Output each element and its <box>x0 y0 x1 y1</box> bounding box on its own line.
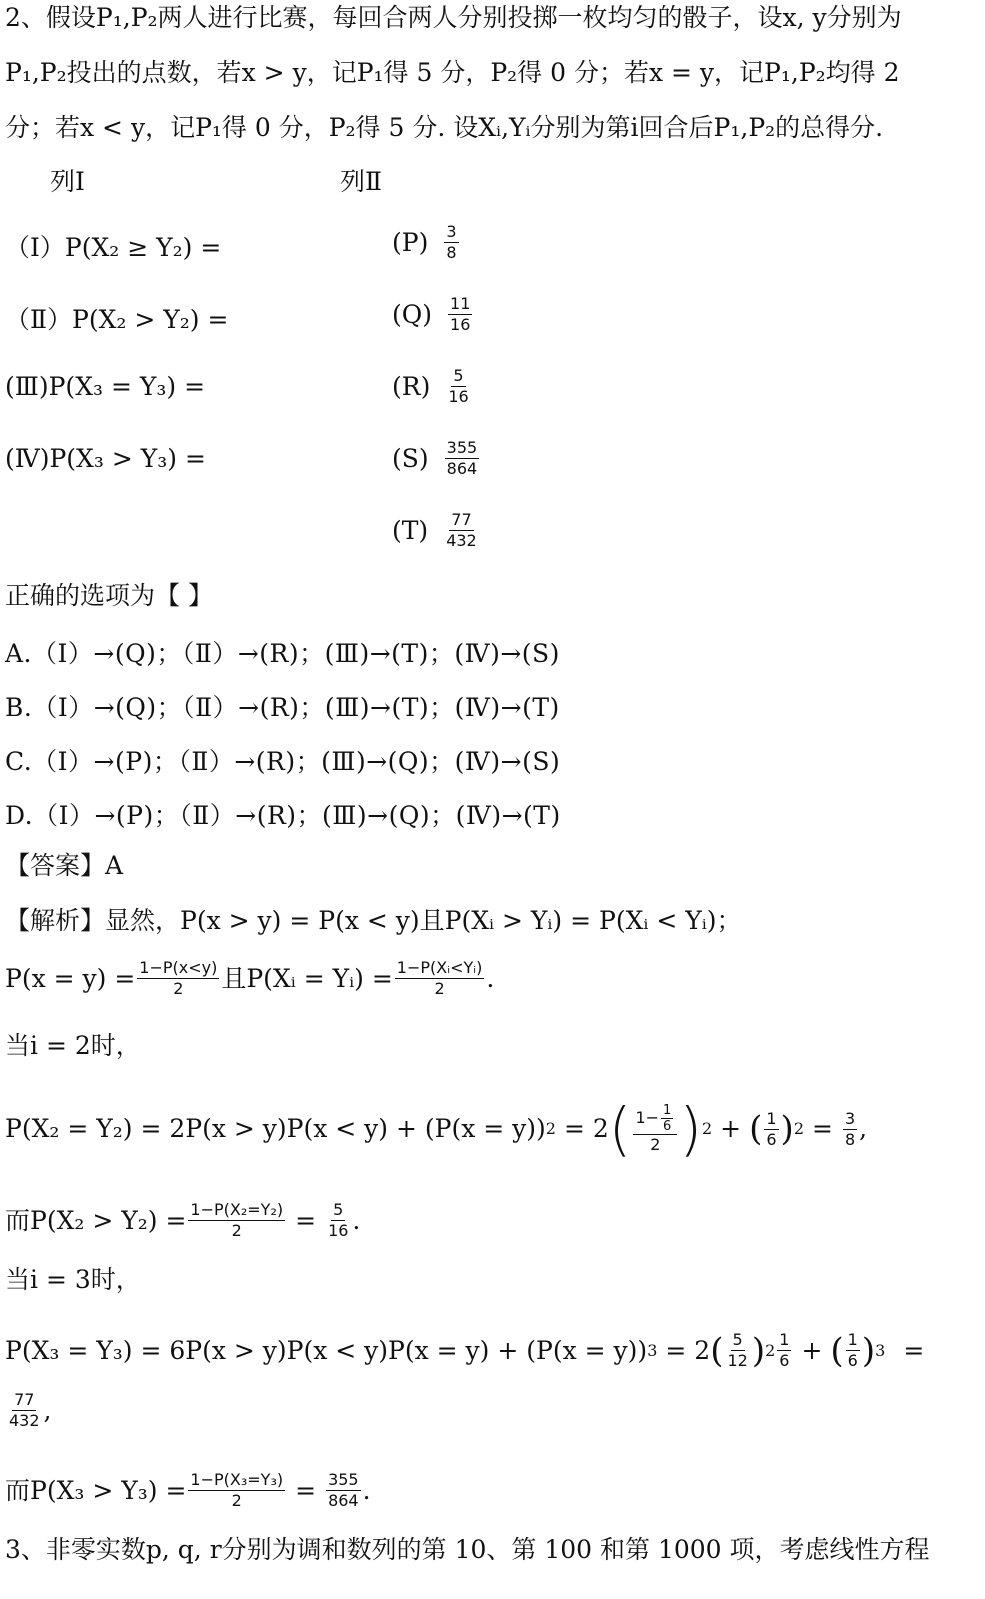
fraction-numerator: 11 <box>450 294 471 313</box>
fraction <box>843 1109 857 1150</box>
fraction-numerator: 3 <box>446 222 457 241</box>
right-item-s <box>392 438 481 479</box>
fraction <box>846 1330 860 1371</box>
fraction-numerator: 3 <box>844 1108 856 1128</box>
fraction-numerator: 355 <box>446 438 478 457</box>
problem2-line1: 2、假设P₁,P₂两人进行比赛，每回合两人分别投掷一枚均匀的骰子，设x, y分别为 <box>5 3 902 32</box>
fraction-numerator: 1 <box>847 1330 858 1349</box>
fraction <box>395 958 485 999</box>
fraction-denominator: 2 <box>434 979 445 998</box>
fraction <box>446 366 470 407</box>
left-paren: ( <box>710 1330 724 1371</box>
equation-x3-greater <box>5 1470 371 1511</box>
fraction-denominator: 16 <box>448 387 469 406</box>
equals: = <box>295 1205 317 1235</box>
plus: + <box>801 1335 823 1365</box>
right-paren: ) <box>751 1330 766 1371</box>
analysis-equation1: P(x > y) = P(x < y)且P(Xᵢ > Yᵢ) = P(Xᵢ < Yᵢ)； <box>180 906 742 935</box>
fraction <box>725 1330 749 1371</box>
fraction-denominator: 2 <box>231 1491 242 1510</box>
right-item-q <box>392 294 474 335</box>
fraction-numerator: 5 <box>732 1330 743 1349</box>
fraction-numerator: 5 <box>333 1200 344 1219</box>
fraction-denominator: 6 <box>779 1351 790 1370</box>
fraction-denominator: 2 <box>173 979 184 998</box>
right-item-label: (T) <box>392 516 429 545</box>
fraction-numerator <box>633 1103 677 1135</box>
left-item-1: （Ⅰ）P(X₂ ≥ Y₂) = <box>5 233 222 262</box>
fraction <box>326 1200 350 1241</box>
column-2-header: 列Ⅱ <box>340 167 382 196</box>
option-b: B.（Ⅰ）→(Q)；（Ⅱ）→(R)；(Ⅲ)→(T)；(Ⅳ)→(T) <box>5 693 560 722</box>
problem3-line1: 3、非零实数p, q, r分别为调和数列的第 10、第 100 和第 1000 项，考虑线性方程 <box>5 1535 930 1564</box>
fraction <box>448 294 472 335</box>
left-item-2: （Ⅱ）P(X₂ > Y₂) = <box>5 305 229 334</box>
analysis-line2 <box>5 958 494 999</box>
fraction <box>326 1470 361 1511</box>
period: . <box>362 1475 371 1505</box>
equation-x2-greater <box>5 1200 360 1241</box>
fraction <box>137 958 219 999</box>
right-item-t <box>392 510 481 551</box>
equation-x3-result <box>5 1390 52 1431</box>
eq-x3-part-b: = 2 <box>665 1335 711 1365</box>
left-paren: ( <box>830 1330 844 1371</box>
exponent: 2 <box>701 1119 713 1138</box>
fraction <box>764 1109 778 1150</box>
analysis-eq2a: P(x = y) = <box>5 963 136 993</box>
option-c: C.（Ⅰ）→(P)；（Ⅱ）→(R)；(Ⅲ)→(Q)；(Ⅳ)→(S) <box>5 747 561 776</box>
fraction-numerator: 77 <box>14 1390 35 1409</box>
analysis-line1 <box>5 905 742 937</box>
fraction <box>188 1470 285 1511</box>
exponent: 2 <box>545 1119 556 1138</box>
fraction-numerator: 1−P(Xᵢ<Yᵢ) <box>396 958 483 977</box>
fraction-denominator: 432 <box>9 1411 40 1430</box>
comma: , <box>43 1395 52 1425</box>
fraction-denominator: 6 <box>847 1351 858 1370</box>
fraction-numerator: 355 <box>328 1470 359 1489</box>
fraction <box>7 1390 42 1431</box>
question-prompt: 正确的选项为【 】 <box>5 581 213 610</box>
left-paren: ( <box>608 1095 632 1163</box>
left-paren: ( <box>749 1109 763 1149</box>
exponent: 3 <box>647 1340 658 1360</box>
fraction-numerator: 1 <box>766 1108 777 1128</box>
fraction-numerator: 5 <box>453 366 464 385</box>
fraction-denominator: 16 <box>450 315 471 334</box>
answer: 【答案】A <box>5 851 124 880</box>
left-item-3: (Ⅲ)P(X₃ = Y₃) = <box>5 372 206 401</box>
analysis-eq2b: 且P(Xᵢ = Yᵢ) = <box>221 963 393 993</box>
right-paren: ) <box>780 1109 794 1149</box>
left-item-4: (Ⅳ)P(X₃ > Y₃) = <box>5 444 206 473</box>
case-i3: 当i = 3时， <box>5 1265 141 1294</box>
eq-x2-part-a: P(X₂ = Y₂) = 2P(x > y)P(x < y) + (P(x = y)) <box>5 1114 546 1143</box>
exponent: 2 <box>765 1340 776 1360</box>
option-a: A.（Ⅰ）→(Q)；（Ⅱ）→(R)；(Ⅲ)→(T)；(Ⅳ)→(S) <box>5 639 560 668</box>
fraction-denominator: 6 <box>663 1119 672 1134</box>
right-paren: ) <box>861 1330 876 1371</box>
right-item-label: (Q) <box>392 300 433 329</box>
right-item-label: (S) <box>392 444 429 473</box>
fraction-numerator: 1 <box>779 1330 790 1349</box>
fraction-numerator: 1 <box>663 1103 672 1118</box>
eq-x2-part-b: = 2 <box>563 1114 609 1143</box>
fraction-numerator: 77 <box>451 510 472 529</box>
eq-x2gt-a: 而P(X₂ > Y₂) = <box>5 1205 187 1235</box>
fraction-denominator: 432 <box>446 531 477 550</box>
fraction-denominator: 864 <box>328 1491 359 1510</box>
fraction <box>188 1200 285 1241</box>
fraction-denominator: 8 <box>844 1129 856 1149</box>
option-d: D.（Ⅰ）→(P)；（Ⅱ）→(R)；(Ⅲ)→(Q)；(Ⅳ)→(T) <box>5 801 561 830</box>
problem2-line2: P₁,P₂投出的点数，若x > y，记P₁得 5 分，P₂得 0 分；若x = y，记P₁,P₂均得 2 <box>5 58 900 87</box>
fraction-denominator: 6 <box>766 1129 777 1149</box>
fraction <box>444 510 479 551</box>
equation-x2-equal <box>5 1095 868 1163</box>
fraction <box>777 1330 791 1371</box>
fraction-denominator: 12 <box>727 1351 748 1370</box>
fraction-denominator: 2 <box>231 1221 242 1240</box>
problem2-line3: 分；若x < y，记P₁得 0 分，P₂得 5 分. 设Xᵢ,Yᵢ分别为第i回合后P₁,P₂的总得分. <box>5 113 884 142</box>
fraction-denominator: 864 <box>446 459 478 478</box>
plus: + <box>720 1114 742 1143</box>
case-i2: 当i = 2时， <box>5 1031 141 1060</box>
right-item-p <box>392 222 461 263</box>
fraction-numerator: 1−P(x<y) <box>139 958 218 977</box>
fraction <box>633 1103 677 1155</box>
right-item-label: (P) <box>392 228 429 257</box>
exponent: 2 <box>793 1119 804 1138</box>
fraction <box>445 438 480 479</box>
right-item-label: (R) <box>392 372 431 401</box>
equals: = <box>812 1114 833 1143</box>
column-1-header: 列Ⅰ <box>50 167 85 196</box>
right-item-r <box>392 366 473 407</box>
period: . <box>486 963 495 993</box>
equation-x3-equal <box>5 1330 924 1371</box>
eq-x3-part-a: P(X₃ = Y₃) = 6P(x > y)P(x < y)P(x = y) + (P(x = y)) <box>5 1335 648 1365</box>
fraction <box>444 222 458 263</box>
fraction-denominator: 16 <box>328 1221 349 1240</box>
equals: = <box>295 1475 317 1505</box>
exponent: 3 <box>875 1340 886 1360</box>
eq-x3gt-a: 而P(X₃ > Y₃) = <box>5 1475 187 1505</box>
period: . <box>352 1205 361 1235</box>
fraction <box>661 1103 673 1134</box>
equals: = <box>903 1335 925 1365</box>
inner-text: 1− <box>635 1108 660 1127</box>
fraction-numerator: 1−P(X₂=Y₂) <box>190 1200 284 1219</box>
fraction-denominator: 8 <box>446 243 457 262</box>
analysis-label: 【解析】显然， <box>5 906 181 935</box>
fraction-numerator: 1−P(X₃=Y₃) <box>190 1470 284 1489</box>
comma: , <box>859 1114 868 1143</box>
right-paren: ) <box>679 1095 702 1163</box>
fraction-denominator: 2 <box>650 1135 661 1154</box>
